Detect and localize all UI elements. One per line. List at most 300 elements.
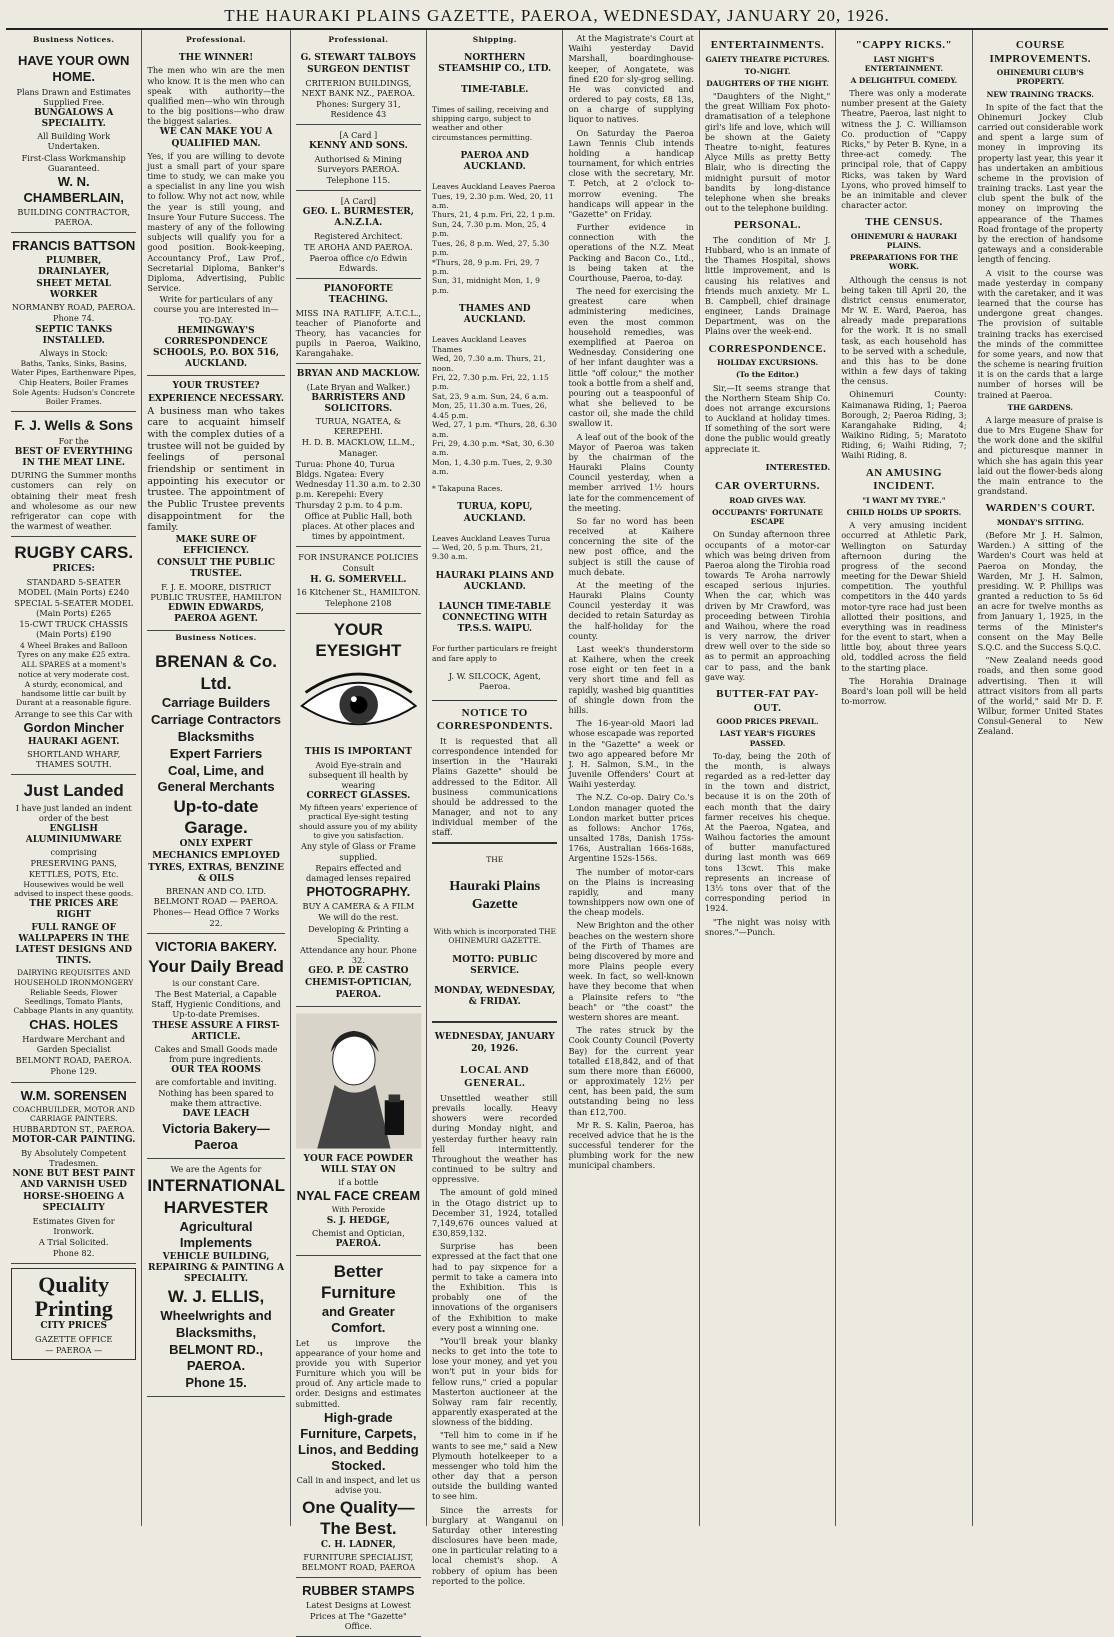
advert-name: C. H. LADNER, [320,1539,396,1550]
shipping-route: LAUNCH TIME-TABLE CONNECTING WITH TP.S.S. WAIPU. [438,601,551,635]
article-paragraph: At the meeting of the Hauraki Plains County Council yesterday it was decided to retain Saturday as the half-holiday for the county. [568,579,694,641]
advert-name: Gordon Mincher [23,719,124,735]
article-body [841,88,966,210]
advert-line: PRICES: [52,564,95,575]
page-columns [6,30,1108,1631]
timetable-row: Leaves Auckland Leaves Paeroa [432,182,556,192]
article-paragraph: "New Zealand needs good roads, and then some good advertising. Then it will attract visitors from all parts of the world," said Mr D. F. Wilbur, former United States Consul-General to New Zealand. [977,655,1103,737]
article-body [705,383,830,454]
article-paragraph: The number of motor-cars on the Plains is increasing rapidly, and many townshippers now own one of the cheap models. [568,866,694,918]
advert-line: PAEROA. [335,1239,382,1250]
section-header: Business Notices. [175,633,257,643]
newspaper-masthead: THE HAURAKI PLAINS GAZETTE, PAEROA, WEDNESDAY, JANUARY 20, 1926. [6,0,1108,30]
advert-line: CONSULT THE PUBLIC TRUSTEE. [156,558,276,580]
advert-line: Phone 74. [52,313,95,324]
advert-line: Agricultural Implements [179,1218,253,1250]
article-heading: NOTICE TO CORRESPONDENTS. [436,706,553,733]
advert-line: Latest Designs at Lowest Prices at The "Gazette" Office. [306,1600,411,1631]
advert-line: We are the Agents for [170,1164,262,1175]
advert-line: SHEET METAL WORKER [36,278,112,300]
card-talboys [296,48,421,125]
advert-line: are comfortable and inviting. Nothing has been spared to make them attractive. [155,1077,277,1108]
nameplate-line: MONDAY, WEDNESDAY, & FRIDAY. [434,986,556,1008]
advert-body: DURING the Summer months customers can rely on obtaining their meat fresh and wholesome as our new refrigerator can cope with the warmest of weather. [11,470,137,532]
advert-line: PLUMBER, DRAINLAYER, [37,255,110,277]
advert-line: Expert Farriers [169,745,263,761]
article-heading: CAR OVERTURNS. [715,480,821,493]
paper-nameplate [432,842,557,1024]
card-line: Authorised & Mining Surveyors PAEROA. [314,153,403,174]
advert-line: comprising [50,847,97,858]
timetable-row: Sun, 24, 7.30 p.m. Mon, 25, 4 p.m. [432,219,547,239]
article-subheading: CHILD HOLDS UP SPORTS. [846,508,962,518]
article-heading: COURSE IMPROVEMENTS. [989,39,1092,65]
article-heading: THE CENSUS. [865,216,943,229]
advert-line: NONE BUT BEST PAINT AND VARNISH USED [12,1168,135,1191]
article-heading: PERSONAL. [733,219,802,232]
advert-wells [11,412,136,537]
advert-line: NYAL FACE CREAM [296,1188,421,1204]
article-body [705,751,830,937]
article-paragraph: The need for exercising the greatest care when administering medicines, even the most common household remedies, was exemplified at Paeroa on Wednesday. Considering one of her infant daughter was a little "off colour," the mother took a bottle from a shelf and, pouring out a teaspoonful of what she believed to be castor oil, she made the child swallow it. [568,286,694,429]
advert-name: S. J. HEDGE, [326,1215,390,1226]
card-line: TE AROHA AND PAEROA. [303,241,413,252]
advert-line: THIS IS IMPORTANT [304,747,412,758]
card-line: H. D. B. MACKLOW, LL.M., Manager. [301,437,415,458]
advert-quality-printing [11,1268,136,1360]
advert-line: Housewives would be well advised to inspect these goods. [14,879,134,899]
shipping-company: NORTHERN STEAMSHIP CO., LTD. [438,53,552,75]
column-5 [563,30,699,1526]
advert-line: Cakes and Small Goods made from pure ingredients. [154,1043,278,1065]
advert-line: — PAEROA — [45,1344,103,1355]
timetable-row: Wed, 20, 7.30 a.m. Thurs, 21, noon. [432,354,546,373]
timetable-row: Mon, 1, 4.30 p.m. Tues, 2, 9.30 a.m. [432,457,553,477]
advert-line: Always in Stock: [39,347,108,358]
advert-line: CORRECT GLASSES. [306,791,411,802]
card-line: Registered Architect. [313,230,403,241]
card-line: [A Card] [340,196,376,207]
advert-name: CHAS. HOLES [29,1016,119,1032]
card-line: Consult [342,563,375,574]
advert-victoria-bakery [147,934,284,1160]
advert-battson [11,233,136,412]
advert-line: HEMINGWAY'S CORRESPONDENCE SCHOOLS, P.O. BOX 516, AUCKLAND. [152,325,280,370]
article-paragraph: Last week's thunderstorm at Kaihere, when the creek rose eight or ten feet in a very short time and fell as rapidly, washed big quantities of shingle down from the hills. [568,643,694,715]
card-kenny [296,125,421,191]
advert-name: W.M. SORENSEN [20,1087,127,1103]
nameplate-motto: MOTTO: PUBLIC SERVICE. [452,954,538,976]
advert-name: FRANCIS BATTSON [12,238,136,254]
advert-line: Phone 82. [52,1248,95,1259]
advert-line: For the [58,435,89,446]
article-paragraph: "You'll break your blanky necks to get into the tote to lose your money, and yet you won't put in your bids for fellow runs," cried a popular Masterton auctioneer at the Solway ram fair recently, apparently exasperated at the slowness of the bidding. [432,1335,558,1428]
column-8 [973,30,1108,1526]
timetable-paeroa [432,182,557,295]
advert-line: BELMONT ROAD, PAEROA. [15,1055,132,1066]
advert-line: 4 Wheel Brakes and Balloon Tyres on any make £25 extra. [17,640,131,659]
advert-line: All Building Work Undertaken. [37,131,111,152]
article-body [978,102,1103,400]
advert-line: SHORTLAND WHARF, THAMES SOUTH. [27,749,121,770]
card-line: Telephone 115. [326,174,391,185]
advert-line: WE CAN MAKE YOU A QUALIFIED MAN. [159,127,273,149]
advert-line: BELMONT RD., PAEROA. [169,1341,263,1373]
advert-title: RUBBER STAMPS [302,1583,415,1599]
advert-line: OUR TEA ROOMS [171,1065,261,1076]
advert-line: Blacksmiths [177,728,255,744]
advert-line: PRESERVING PANS, KETTLES, POTS, Etc. [28,858,119,879]
article-body [705,235,830,337]
advert-name: W. N. CHAMBERLAIN, [23,173,124,205]
timetable-row: *Thurs, 28, 9 p.m. Fri, 29, 7 p.m. [432,257,540,276]
card-line: GEO. L. BURMESTER, A.N.Z.I.A. [302,207,414,229]
article-body [432,736,557,838]
article-paragraph: "Tell him to come in if he wants to see me," said a New Plymouth hotelkeeper to a messenger who told him the other day that a person outside the building wanted to see him. [432,1430,558,1502]
advert-sorensen [11,1083,136,1265]
advert-line: A sturdy, economical, and handsome little car built by Durant at a reasonable figure. [16,679,132,708]
advert-chamberlain [11,48,136,233]
column-1 [6,30,142,1526]
advert-line: BEST OF EVERYTHING IN THE MEAT LINE. [14,447,133,469]
article-paragraph: A very amusing incident occurred at Athletic Park, Wellington on Saturday afternoon during the progress of the second meeting for the Dewar Shield competition. The youthful competitors in the 440 yards motor-tyre race had just been allotted their positions, and everything was in readiness for the event to start, when a little boy, about three years old, toddled across the field to the starting place. [841,520,967,673]
article-heading: CORRESPONDENCE. [708,342,827,355]
shipping-note: Leaves Auckland Leaves Turua — Wed, 20, 5 p.m. Thurs, 21, 9.30 a.m. [432,533,551,562]
card-pianoforte [296,279,421,364]
card-line: Office at Public Hall, both places. At other places and times by appointment. [302,510,415,542]
article-heading: WARDEN'S COURT. [985,502,1096,515]
article-subheading: THE GARDENS. [1007,402,1073,412]
article-paragraph: It is requested that all correspondence intended for insertion in the "Hauraki Plains Gazette" should be addressed to the Editor. All business communications should be addressed to the Manager, and not to any individual member of the staff. [432,735,558,838]
article-subheading: LAST NIGHT'S ENTERTAINMENT. [864,54,944,73]
article-paragraph: So far no word has been received at Kaihere concerning the site of the new post office, and the subject is still the cause of much debate. [568,515,694,577]
article-paragraph: The condition of Mr J. Hubbard, who is an inmate of the Thames Hospital, shows little improvement, and is causing his relatives and friends much anxiety. Mr L. B. Campbell, chief drainage engineer, Lands Drainage Department, was on the Plains over the week-end. [704,234,831,337]
advert-line: First-Class Workmanship Guaranteed. [21,152,126,173]
advert-line: MAKE SURE OF EFFICIENCY. [175,534,257,557]
advert-line: Attendance any hour. Phone 32. [299,944,417,966]
advert-name: F. J. Wells & Sons [14,417,134,434]
advert-body: The men who win are the men who know. It is the men who can speak with authority—the qualified men—who win through to the big positions—who draw the biggest salaries. [147,65,285,127]
article-subheading: TO-NIGHT. [744,66,791,76]
advert-eyesight [296,614,421,1007]
article-paragraph: Ohinemuri County: Kaimanawa Riding, 1; Paeroa Borough, 2; Paeroa Riding, 3; Karangahake Riding, 4; Waikino Riding, 5; Maratoto Riding, 6; Waihi Riding, 7; Waihi Riding, 8. [841,389,967,461]
advert-line: Phone 15. [185,1374,247,1390]
article-body [841,520,966,706]
card-line: [A Card ] [339,130,378,141]
shipping-note: Times of sailing, receiving and shipping cargo, subject to weather and other circumstances permitting. [432,104,549,142]
section-header: Business Notices. [33,35,115,44]
advert-line: ENGLISH ALUMINIUMWARE [25,823,122,846]
section-header: Professional. [186,35,246,44]
card-line: 16 Kitchener St., HAMILTON. [296,586,421,597]
article-paragraph: The amount of gold mined in the Otago district up to December 31, 1924, totalled 7,149,676 ounces valued at £30,859,132. [432,1187,558,1239]
article-subheading: HOLIDAY EXCURSIONS. [717,358,819,368]
advert-brenan [147,646,284,933]
shipping-note: For further particulars re freight and fare apply to [432,644,558,663]
article-paragraph: To-day, being the 20th of the month, is always regarded as a red-letter day in the town and district, because it is on the 20th of each month that the dairy farmer receives his cheque. At the Paeroa, Ngatea, and Waihou factories the amount of butter manufactured during last month was 669 tons 13cwt. This make represents an increase of 13½ tons over that of the corresponding period in 1924. [704,750,831,914]
article-body [705,529,830,682]
advert-line: BRENAN AND CO. LTD. BELMONT ROAD — PAEROA. [153,886,279,907]
article-paragraph: Unsettled weather still prevails locally. Heavy showers were recorded during Monday night, and yesterday further heavy rain fell intermittently. Throughout the weather has continued to be sultry and oppressive. [432,1092,558,1185]
advert-line: Repairs effected and damaged lenses repaired [305,862,411,883]
advert-name: W. J. ELLIS, [167,1287,265,1307]
article-paragraph: "Daughters of the Night," the great William Fox photo-dramatisation of a telephone girl's life and love, which will be shown at the Gaiety Theatre to-night, features Alyce Mills as pretty Betty Blair, who is directing the midnight pursuit of motor bandits by long-distance telephone when she breaks out to the telephone building. [704,91,831,214]
advert-line: SPECIAL 5-SEATER MODEL (Main Ports) £265 [14,597,134,619]
advert-line: With Peroxide [331,1205,386,1215]
article-paragraph: The N.Z. Co-op. Dairy Co.'s London manager quoted the London market butter prices as follows: Anchor 176s, unsalted 178s, Danish 175s-176s, Australian 166s-168s, Argentine 152s-156s. [568,792,694,864]
advert-line: SEPTIC TANKS INSTALLED. [35,324,113,346]
advert-body: Yes, if you are willing to devote just a small part of your spare time to study, we can make you a specialist in any line you wish to follow. Why not act now, while the year is still young, and Insure Your Future Success. The mastery of any of the following subjects will qualify you for a good position. Book-keeping, Accountancy Prof., Law Prof., Secretarial Diploma, Banker's Diploma, Advertising, Public Service. [147,150,285,294]
advert-line: BUY A CAMERA & A FILM [302,901,415,912]
advert-hemingway [147,48,284,376]
advert-line: BUNGALOWS A SPECIALITY. [34,107,114,130]
advert-line: Hardware Merchant and Garden Specialist [22,1033,126,1055]
advert-line: A Trial Solicited. [38,1236,109,1247]
advert-line: DAVE LEACH [182,1108,250,1119]
article-subheading: LAST YEAR'S FIGURES PASSED. [719,729,816,748]
card-burmester [296,191,421,279]
advert-line: HAURAKI AGENT. [28,736,120,747]
article-paragraph: There was only a moderate number present at the Gaiety Theatre, Paeroa, last night to witness the J. C. Williamson Co. production of "Cappy Ricks," by Peter B. Kyne, in a three-act comedy. The principal role, that of Cappy Ricks, was taken by Ward Lyons, who proved himself to be an inimitable and clever character actor. [841,88,967,211]
advert-line: GAZETTE OFFICE [35,1333,113,1344]
advert-line: is our constant Care. [172,977,260,988]
advert-line: Estimates Given for Ironwork. [32,1215,115,1236]
advert-line: Avoid Eye-strain and subsequent ill health by wearing [308,759,409,790]
column-2 [142,30,290,1526]
article-paragraph: The Horahia Drainage Board's loan poll will be held to-morrow. [841,675,967,707]
article-heading: LOCAL AND GENERAL. [460,1063,530,1090]
card-line: TURUA, NGATEA, & KEREPEHI. [315,416,401,437]
shipping-route: HAURAKI PLAINS AND AUCKLAND. [435,570,554,592]
article-subheading: OHINEMURI CLUB'S PROPERTY. [996,68,1084,87]
card-title: PIANOFORTE TEACHING. [323,284,393,306]
article-paragraph: On Saturday the Paeroa Lawn Tennis Club intends holding a handicap tournament, for which entries close with the secretary, Mr. T. Petch, at 2 o'clock to-morrow evening. The handicaps will appear in the "Gazette" on Friday. [568,127,694,219]
advert-line: and Greater Comfort. [321,1304,395,1336]
article-heading: "CAPPY RICKS." [855,39,953,51]
advert-title: YOUR TRUSTEE? [172,381,260,392]
advert-line: MOTOR-CAR PAINTING. [11,1135,136,1146]
advert-name: GEO. P. DE CASTRO [308,966,409,977]
advert-line: TYRES, EXTRAS, BENZINE & OILS [148,862,284,884]
card-line: Telephone 2108 [325,597,392,608]
advert-ellis [147,1159,284,1397]
timetable-row: Sat, 23, 9 a.m. Sun, 24, 6 a.m. [432,391,549,401]
card-line: H. G. SOMERVELL. [310,574,407,585]
article-paragraph: A leaf out of the book of the Mayor of Paeroa was taken by the chairman of the Hauraki Plains County Council yesterday, when a member arrived 1½ hours late for the commencement of the meeting. [568,431,694,513]
advert-line: BUILDING CONTRACTOR, PAEROA. [17,207,130,228]
article-body [705,91,830,213]
card-line: Paeroa office c/o Edwin Edwards. [309,252,408,274]
advert-line: VEHICLE BUILDING, REPAIRING & PAINTING A SPECIALITY. [147,1251,285,1285]
advert-line: EXPERIENCE NECESSARY. [148,393,284,404]
advert-line: Carriage Builders [161,694,271,710]
card-line: FOR INSURANCE POLICIES [298,552,419,563]
column-6 [700,30,836,1526]
advert-line: FULL RANGE OF WALLPAPERS IN THE LATEST DESIGNS AND TINTS. [15,922,133,967]
article-body [841,275,966,461]
advert-holes [11,775,136,1082]
advert-line: Reliable Seeds, Flower Seedlings, Tomato Plants, Cabbage Plants in any quantity. [13,987,134,1016]
advert-title: PHOTOGRAPHY. [306,884,411,900]
timetable-row: Wed, 27, 1 p.m. *Thurs, 28, 6.30 a.m. [432,420,557,439]
advert-line: F. J. E. MOORE, DISTRICT PUBLIC TRUSTEE, HAMILTON [150,581,282,602]
nameplate-line: With which is incorporated THE OHINEMURI GAZETTE. [433,927,556,946]
advert-line: One Quality—The Best. [302,1497,415,1538]
advert-public-trustee [147,376,284,631]
article-subheading: PREPARATIONS FOR THE WORK. [849,253,958,272]
timetable-row: Tues, 26, 8 p.m. Wed, 27, 5.30 p.m. [432,238,550,258]
timetable-row: Fri, 29, 4.30 p.m. *Sat, 30, 6.30 a.m. [432,438,555,458]
advert-line: YOUR FACE POWDER WILL STAY ON [303,1153,414,1175]
article-paragraph: Mr R. S. Kalin, Paeroa, has received advice that he is the successful tenderer for the plumbing work for the new municipal chambers. [568,1119,694,1171]
article-heading: BUTTER-FAT PAY-OUT. [716,687,819,714]
advert-name: BRENAN & Co. Ltd. [155,652,277,693]
timetable-row: Sun, 31, midnight Mon, 1, 9 p.m. [432,276,540,295]
article-paragraph: On Sunday afternoon three occupants of a motor-car which was being driven from Paeroa along the Tirohia road towards Te Aroha narrowly escaped serious injuries. When the car, which was driven by Mr Crawford, was proceeding between Tirohia and Waihou, where the road is very narrow, the driver drew well over to the side so as to permit an approaching car to pass, and the bank gave way. [704,529,831,682]
article-body [568,33,693,1171]
advert-line: HORSE-SHOEING A SPECIALITY [23,1192,125,1214]
shipping-subhead: TIME-TABLE. [461,84,529,95]
section-header: Professional. [328,35,389,44]
card-body: MISS INA RATLIFF, A.T.C.L., teacher of Pianoforte and Theory, has vacancies for pupils in Paeroa, Waikino, Karangahake. [295,307,422,359]
advert-line: STANDARD 5-SEATER MODEL (Main Ports) £240 [18,576,130,597]
advert-line: THE PRICES ARE RIGHT [29,899,119,921]
advert-ladner [296,1256,421,1578]
advert-line: My fifteen years' experience of practical Eye-sight testing should assure you of my ability to give you satisfaction. [299,803,418,841]
article-body [432,1093,557,1586]
card-line: G. STEWART TALBOYS [300,53,417,64]
article-paragraph: A large measure of praise is due to Mrs Eugene Shaw for the work done and the skilful and picturesque manner in which she has again this year laid out the flower-beds along the main entrance to the grandstand. [977,414,1103,497]
shipping-route: THAMES AND AUCKLAND. [458,304,531,326]
article-subheading: ROAD GIVES WAY. [729,495,806,505]
eye-illustration [296,662,421,744]
article-heading: ENTERTAINMENTS. [710,39,825,51]
article-subheading: "I WANT MY TYRE." [862,495,946,505]
advert-line: Chemist and Optician, [312,1227,405,1238]
timetable-thames [432,335,557,476]
advert-line: DAIRYING REQUISITES AND HOUSEHOLD IRONMONGERY [14,968,134,987]
advert-line: 15-CWT TRUCK CHASSIS (Main Ports) £190 [19,619,129,640]
article-subheading: (To the Editor.) [736,370,799,380]
advert-line: ALL SPARES at a moment's notice at very moderate cost. [18,660,130,679]
article-paragraph: Since the arrests for burglary at Wanganui on Saturday other interesting disclosures have been made, one in particular relating to a local chemist's shop. A robbery of opium has been reported to the police. [432,1504,558,1586]
advert-line: Plans Drawn and Estimates Supplied Free. [16,86,131,107]
advert-title: Printing [34,1296,113,1322]
advert-title: THE WINNER! [178,53,254,64]
card-line: Turua: Phone 40, Turua Bldgs. Ngatea: Every Wednesday 11.30 a.m. to 2.30 p.m. Kerepehi: Every Thursday 2 p.m. to 4 p.m. [295,458,421,510]
article-paragraph: At the Magistrate's Court at Waihi yesterday David Marshall, boardinghouse-keeper, of Aongatete, was fined £20 for sly-grog selling. He was convicted and ordered to pay costs, £8 13s, on a charge of supplying liquor to natives. [568,33,694,125]
column-7 [836,30,972,1526]
section-header: Shipping. [472,35,517,44]
advert-line: Carriage Contractors [151,711,282,727]
advert-rubber-stamps [296,1578,421,1637]
advert-title: Better Furniture [321,1262,396,1303]
advert-line: Coal, Lime, and General Merchants [157,763,275,795]
advert-line: Call in and inspect, and let us advise you. [296,1475,421,1496]
article-paragraph: Sir,—It seems strange that the Northern Steam Ship Co. does not arrange excursions to Auckland at holiday times. If something of the sort were done the public would greatly appreciate it. [704,382,831,454]
shipping-route: PAEROA AND AUCKLAND. [460,150,529,173]
advert-body: Let us improve the appearance of your home and provide you with Superior Furniture which you will be proud of. Any article made to order. Designs and estimates submitted. [295,1337,422,1409]
advert-title: INTERNATIONAL HARVESTER [147,1176,285,1217]
advert-line: Write for particulars of any course you are interested in—TO-DAY. [153,294,279,325]
lady-illustration [296,1011,421,1151]
card-line: SURGEON DENTIST [307,65,410,76]
card-line: BRYAN AND MACKLOW. [296,369,420,380]
article-heading: AN AMUSING INCIDENT. [865,466,943,493]
advert-line: ONLY EXPERT MECHANICS EMPLOYED [152,839,280,861]
advert-line: We will do the rest. [318,912,399,923]
advert-rugby-cars [11,537,136,775]
article-paragraph: Surprise has been expressed at the fact that one had to pay sixpence for a permit to take a camera into the Exhibition. This is probably one of the innovations of the organisers of the Exhibition to make every post a winning one. [432,1241,558,1333]
advert-line: By Absolutely Competent Tradesmen. [21,1147,127,1168]
advert-line: COACHBUILDER, MOTOR AND CARRIAGE PAINTERS. [12,1104,135,1123]
shipping-note: * Takapuna Races. [432,484,503,494]
article-body [978,530,1103,736]
advert-line: CITY PRICES [40,1321,107,1332]
advert-line: Sole Agents: Hudson's Concrete Boiler Frames. [12,387,135,407]
article-paragraph: "The night was noisy with snores."—Punch. [704,916,831,937]
article-subheading: GAIETY THEATRE PICTURES. [705,54,830,64]
card-line: Phones: Surgery 31, Residence 43 [316,98,401,120]
column-3 [291,30,427,1631]
advert-title: Quality [38,1272,110,1298]
advert-line: Up-to-date Garage. [173,797,259,838]
advert-title: HAVE YOUR OWN HOME. [17,53,130,85]
shipping-agent: J. W. SILCOCK, Agent, Paeroa. [448,671,541,692]
advert-line: Baths, Tanks, Sinks, Basins, Water Pipes, Earthenware Pipes, Chip Heaters, Boiler Frames [11,358,137,387]
advert-line: Wheelwrights and Blacksmiths, [160,1308,272,1340]
advert-line: CHEMIST-OPTICIAN, PAEROA. [304,978,412,1000]
advert-line: Any style of Glass or Frame supplied. [300,841,416,862]
shipping-route: TURUA, KOPU, AUCKLAND. [457,502,533,524]
article-subheading: A DELIGHTFUL COMEDY. [850,75,958,85]
nameplate-title: Hauraki Plains Gazette [449,879,541,912]
article-paragraph: (Before Mr J. H. Salmon, Warden.) A sitting of the Warden's Court was held at Paeroa on Monday, the Warden, Mr J. H. Salmon, presiding. W. P. Phillips was granted a reduction to 5s 6d an acre for twelve months as from January 1, 1925, in the terms of the Minister's consent on the May Belle S.Q.C. and the Success S.Q.C. [977,530,1103,652]
article-paragraph: A visit to the course was made yesterday in company with the caretaker, and it was learned that the course has undergone great changes. The provision of suitable training tracks has exercised the minds of the committee for some years, and now that the scheme is nearing fruition it is on the cards that a large number of horses will be trained at Paeroa. [977,267,1103,400]
advert-line: The Best Material, a Capable Staff, Hygienic Conditions, and Up-to-date Premises. [151,989,281,1020]
card-bryan-macklow [296,364,421,547]
issue-date: WEDNESDAY, JANUARY 20, 1926. [434,1032,555,1054]
advert-body: A business man who takes care to acquaint himself with the complex duties of a trustee will not be guided by feelings of personal friendship or sentiment in appointing his executor or trustee. The appointment of the Public Trustee prevents disappointment for the family. [147,405,285,534]
article-subheading: NEW TRAINING TRACKS. [986,89,1094,99]
timetable-row: Thurs, 21, 4 p.m. Fri, 22, 1 p.m. [432,210,556,220]
advert-line: Your Daily Bread [148,956,284,976]
card-line: (Late Bryan and Walker.) [306,381,411,392]
advert-line: Arrange to see this Car with [14,708,133,719]
article-subheading: GOOD PRICES PREVAIL. [716,717,819,727]
advert-line: HUBBARDTON ST., PAEROA. [12,1124,135,1135]
timetable-row: Mon, 25, 11.30 a.m. Tues, 26, 4.45 p.m. [432,401,547,420]
advert-nyal-face-cream [296,1007,421,1257]
column-4 [427,30,563,1586]
advert-line: FURNITURE SPECIALIST, BELMONT ROAD, PAEROA [301,1551,416,1573]
article-paragraph: Further evidence in connection with the operations of the N.Z. Meat Packing and Bacon Co., Ltd., is being taken at the Courthouse, Paeroa, to-day. [568,222,694,283]
advert-line: High-grade Furniture, Carpets, Linos, and Bedding Stocked. [298,1409,419,1474]
nameplate-line: THE [486,855,504,865]
advert-line: EDWIN EDWARDS, PAEROA AGENT. [167,602,265,624]
article-subheading: MONDAY'S SITTING. [996,517,1084,527]
article-subheading: DAUGHTERS OF THE NIGHT. [706,78,829,88]
article-paragraph: Although the census is not being taken till April 20, the district census enumerator, Mr W. E. Ward, Paeroa, has already made preparations for the work. It is no small task, as each household has to be served with a schedule, and this has to be done within a few days of taking the census. [841,274,967,387]
advert-title: RUGBY CARS. [14,543,134,563]
advert-title: VICTORIA BAKERY. [155,938,277,954]
article-body [978,415,1103,496]
card-line: BARRISTERS AND SOLICITORS. [311,392,406,414]
advert-line: if a bottle [338,1177,379,1188]
article-subheading: OCCUPANTS' FORTUNATE ESCAPE [712,508,823,527]
advert-line: Phone 129. [50,1066,98,1077]
advert-line: Phones— Head Office 7 Works 22. [152,907,280,928]
